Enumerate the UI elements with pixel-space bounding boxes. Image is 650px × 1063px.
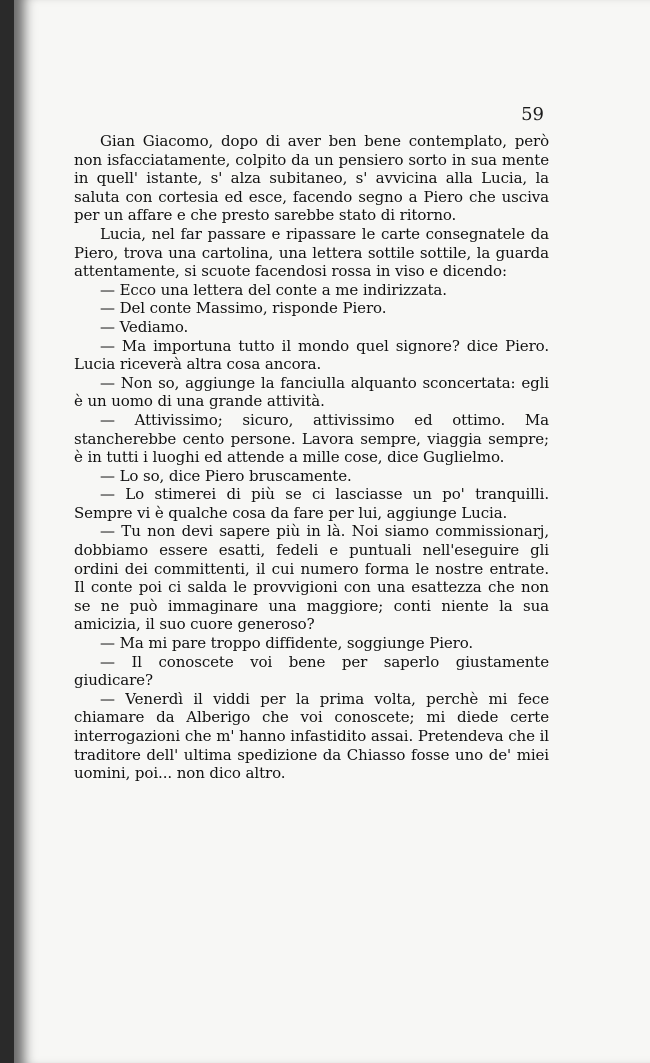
paragraph: — Ecco una lettera del conte a me indirizzata. bbox=[100, 280, 447, 299]
paragraph: Gian Giacomo, dopo di aver ben bene contemplato, però non isfacciatamente, colpito da un pensiero sorto in sua mente in quell' istante, s' alza subitaneo, s' avvicina alla Lucia, la saluta con cortesia ed esce, facendo segno a Piero che usciva per un affare e che presto sarebbe stato di ritorno. bbox=[74, 132, 549, 225]
paragraph: — Non so, aggiunge la fanciulla alquanto sconcertata: egli è un uomo di una grande attività. bbox=[74, 373, 549, 411]
paragraph: — Lo stimerei di più se ci lasciasse un po' tranquilli. Sempre vi è qualche cosa da fare per lui, aggiunge Lucia. bbox=[74, 485, 549, 522]
paragraph: Lucia, nel far passare e ripassare le carte consegnatele da Piero, trova una cartolina, una lettera sottile sottile, la guarda attentamente, si scuote facendosi rossa in viso e dicendo: bbox=[74, 224, 549, 281]
paragraph: — Tu non devi sapere più in là. Noi siamo commissionarj, dobbiamo essere esatti, fedeli e puntuali nell'eseguire gli ordini dei committenti, il cui numero forma le nostre entrate. Il conte poi ci salda le provvigioni con una esattezza che non se ne può immaginare una maggiore; conti niente la sua amicizia, il suo cuore generoso? bbox=[74, 522, 549, 634]
page-number: 59 bbox=[521, 104, 544, 125]
paragraph: — Lo so, dice Piero bruscamente. bbox=[100, 466, 352, 485]
paragraph: — Venerdì il viddi per la prima volta, perchè mi fece chiamare da Alberigo che voi conoscete; mi diede certe interrogazioni che m' hanno infastidito assai. Pretendeva che il traditore dell' ultima spedizione da Chiasso fosse uno de' miei uomini, poi... non dico altro. bbox=[74, 689, 549, 783]
body-text bbox=[74, 132, 549, 783]
paragraph: — Del conte Massimo, risponde Piero. bbox=[100, 299, 387, 318]
paragraph: — Vediamo. bbox=[100, 317, 189, 336]
paragraph: — Attivissimo; sicuro, attivissimo ed ottimo. Ma stancherebbe cento persone. Lavora sempre, viaggia sempre; è in tutti i luoghi ed attende a mille cose, dice Guglielmo. bbox=[74, 410, 549, 467]
paragraph: — Ma importuna tutto il mondo quel signore? dice Piero. Lucia riceverà altra cosa ancora. bbox=[74, 336, 549, 374]
paragraph: — Il conoscete voi bene per saperlo giustamente giudicare? bbox=[74, 652, 549, 690]
paragraph: — Ma mi pare troppo diffidente, soggiunge Piero. bbox=[100, 634, 474, 653]
